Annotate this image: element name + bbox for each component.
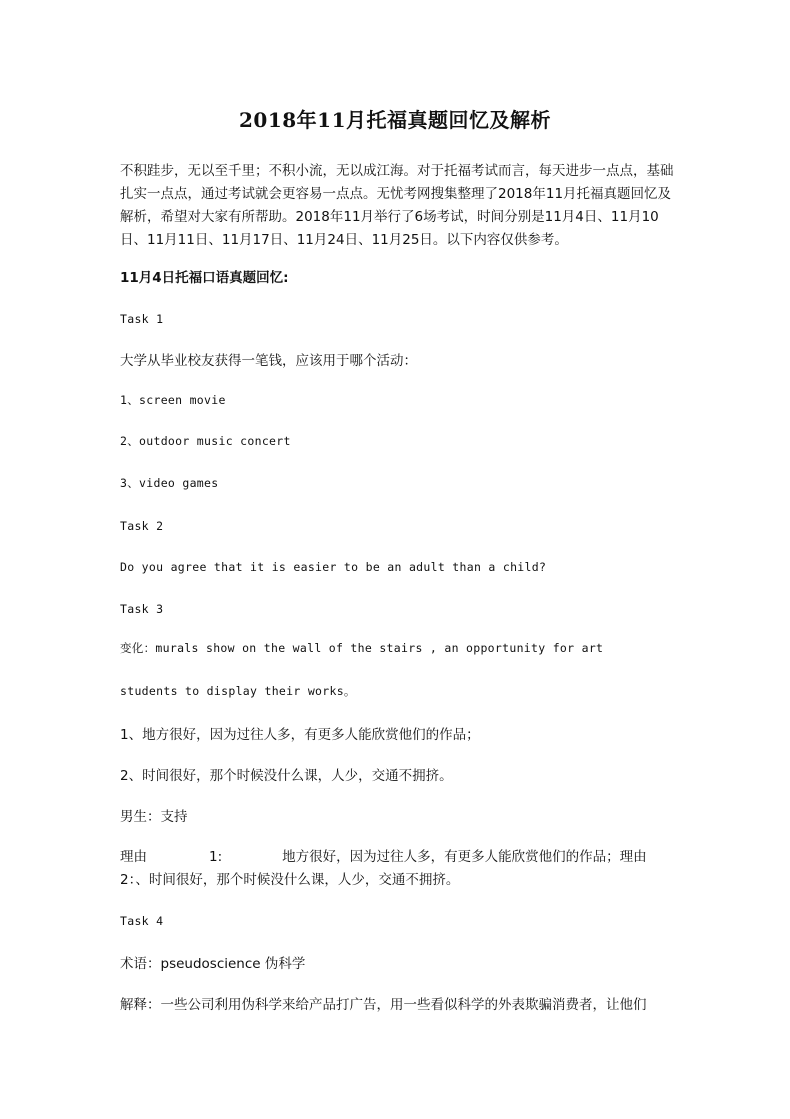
task1-option-1: 1、screen movie [120, 393, 226, 407]
document-title: 2018年11月托福真题回忆及解析 [239, 108, 551, 132]
task3-label: Task 3 [120, 602, 164, 616]
task1-label: Task 1 [120, 312, 164, 326]
task4-label: Task 4 [120, 914, 164, 928]
reason-text: 地方很好，因为过往人多，有更多人能欣赏他们的作品；理由2：、时间很好，那个时候没什么课，人少，交通不拥挤。 [120, 849, 647, 888]
task4-explanation: 解释：一些公司利用伪科学来给产品打广告，用一些看似科学的外表欺骗消费者，让他们 [120, 997, 647, 1013]
task1-option-2: 2、outdoor music concert [120, 434, 291, 448]
task2-question: Do you agree that it is easier to be an adult than a child? [120, 560, 547, 574]
reason-label: 理由 [120, 849, 147, 865]
task3-change-line2: students to display their works。 [120, 684, 356, 698]
task4-term: 术语：pseudoscience 伪科学 [120, 956, 306, 972]
reason-number: 1: [209, 849, 223, 865]
task3-reason-paragraph [120, 846, 675, 892]
task1-option-3: 3、video games [120, 476, 219, 490]
intro-paragraph: 不积跬步，无以至千里；不积小流，无以成江海。对于托福考试而言，每天进步一点点，基础扎实一点点，通过考试就会更容易一点点。无忧考网搜集整理了2018年11月托福真题回忆及解析，希望对大家有所帮助。2018年11月举行了6场考试，时间分别是11月4日、11月10日、11月11日、11月17日、11月24日、11月25日。以下内容仅供参考。 [120, 163, 674, 248]
section-heading: 11月4日托福口语真题回忆: [120, 270, 289, 286]
task2-label: Task 2 [120, 519, 164, 533]
task3-male-speaker: 男生：支持 [120, 809, 188, 825]
task3-point-2: 2、时间很好，那个时候没什么课，人少，交通不拥挤。 [120, 768, 453, 784]
task1-question: 大学从毕业校友获得一笔钱，应该用于哪个活动： [120, 353, 417, 369]
task3-change-line1: 变化：murals show on the wall of the stairs , an opportunity for art [120, 641, 604, 655]
task3-point-1: 1、地方很好，因为过往人多，有更多人能欣赏他们的作品； [120, 727, 480, 743]
